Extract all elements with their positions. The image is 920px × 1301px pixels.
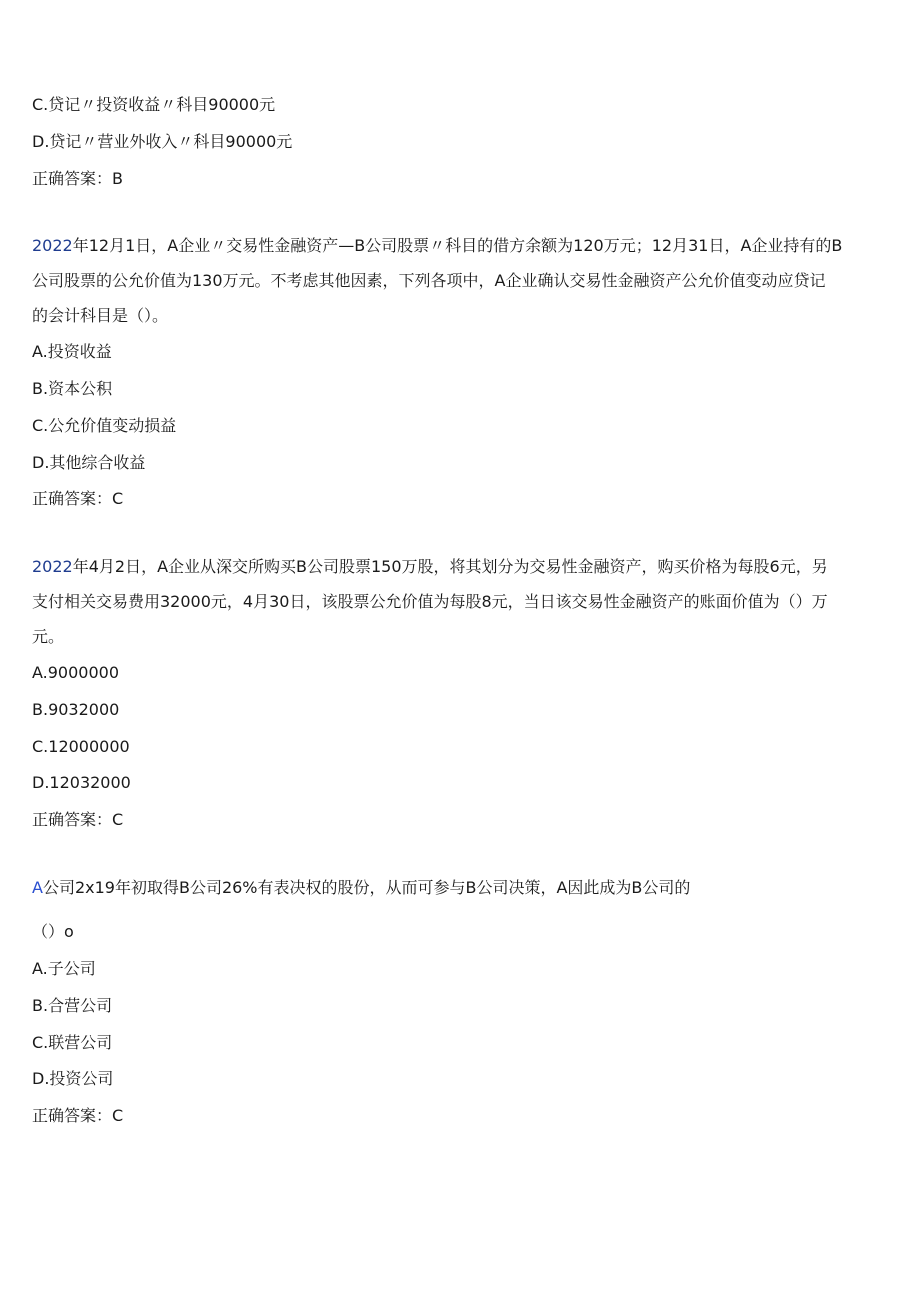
option-b: B.资本公积 (32, 379, 113, 398)
question-stem-line: 公司股票的公允价值为130万元。不考虑其他因素，下列各项中，A企业确认交易性金融资产公允价值变动应贷记 (32, 271, 826, 290)
correct-answer: 正确答案：C (32, 489, 124, 508)
question-lead: 2022 (32, 236, 73, 255)
question-lead: 2022 (32, 557, 73, 576)
correct-answer: 正确答案：C (32, 1106, 124, 1125)
option-a: A.子公司 (32, 959, 96, 978)
option-c: C.12000000 (32, 737, 130, 756)
question-stem-line: 支付相关交易费用32000元，4月30日，该股票公允价值为每股8元，当日该交易性金融资产的账面价值为（）万 (32, 592, 828, 611)
correct-answer: 正确答案：C (32, 810, 124, 829)
option-b: B.合营公司 (32, 996, 113, 1015)
question-stem-text: 公司2x19年初取得B公司26%有表决权的股份，从而可参与B公司决策，A因此成为B公司的 (42, 878, 691, 897)
question-stem-line: 元。 (32, 627, 65, 646)
option-c: C.公允价值变动损益 (32, 416, 177, 435)
option-d: D.12032000 (32, 773, 131, 792)
question-stem-text: 年4月2日，A企业从深交所购买B公司股票150万股，将其划分为交易性金融资产，购买价格为每股6元，另 (72, 557, 828, 576)
option-a: A.投资收益 (32, 342, 112, 361)
question-lead: A (32, 878, 43, 897)
question-stem-line (32, 235, 882, 257)
option-d: D.投资公司 (32, 1069, 114, 1088)
option-c: C.联营公司 (32, 1033, 113, 1052)
question-stem-line (32, 877, 882, 899)
question-stem-line (32, 556, 882, 578)
option-d: D.其他综合收益 (32, 453, 146, 472)
option-c: C.贷记〃投资收益〃科目90000元 (32, 95, 276, 114)
option-d: D.贷记〃营业外收入〃科目90000元 (32, 132, 293, 151)
question-stem-line: 的会计科目是（）。 (32, 306, 169, 325)
question-stem-line: （）o (32, 922, 74, 941)
option-b: B.9032000 (32, 700, 120, 719)
option-a: A.9000000 (32, 663, 120, 682)
question-stem-text: 年12月1日，A企业〃交易性金融资产—B公司股票〃科目的借方余额为120万元；12月31日，A企业持有的B (72, 236, 843, 255)
correct-answer: 正确答案：B (32, 169, 123, 188)
